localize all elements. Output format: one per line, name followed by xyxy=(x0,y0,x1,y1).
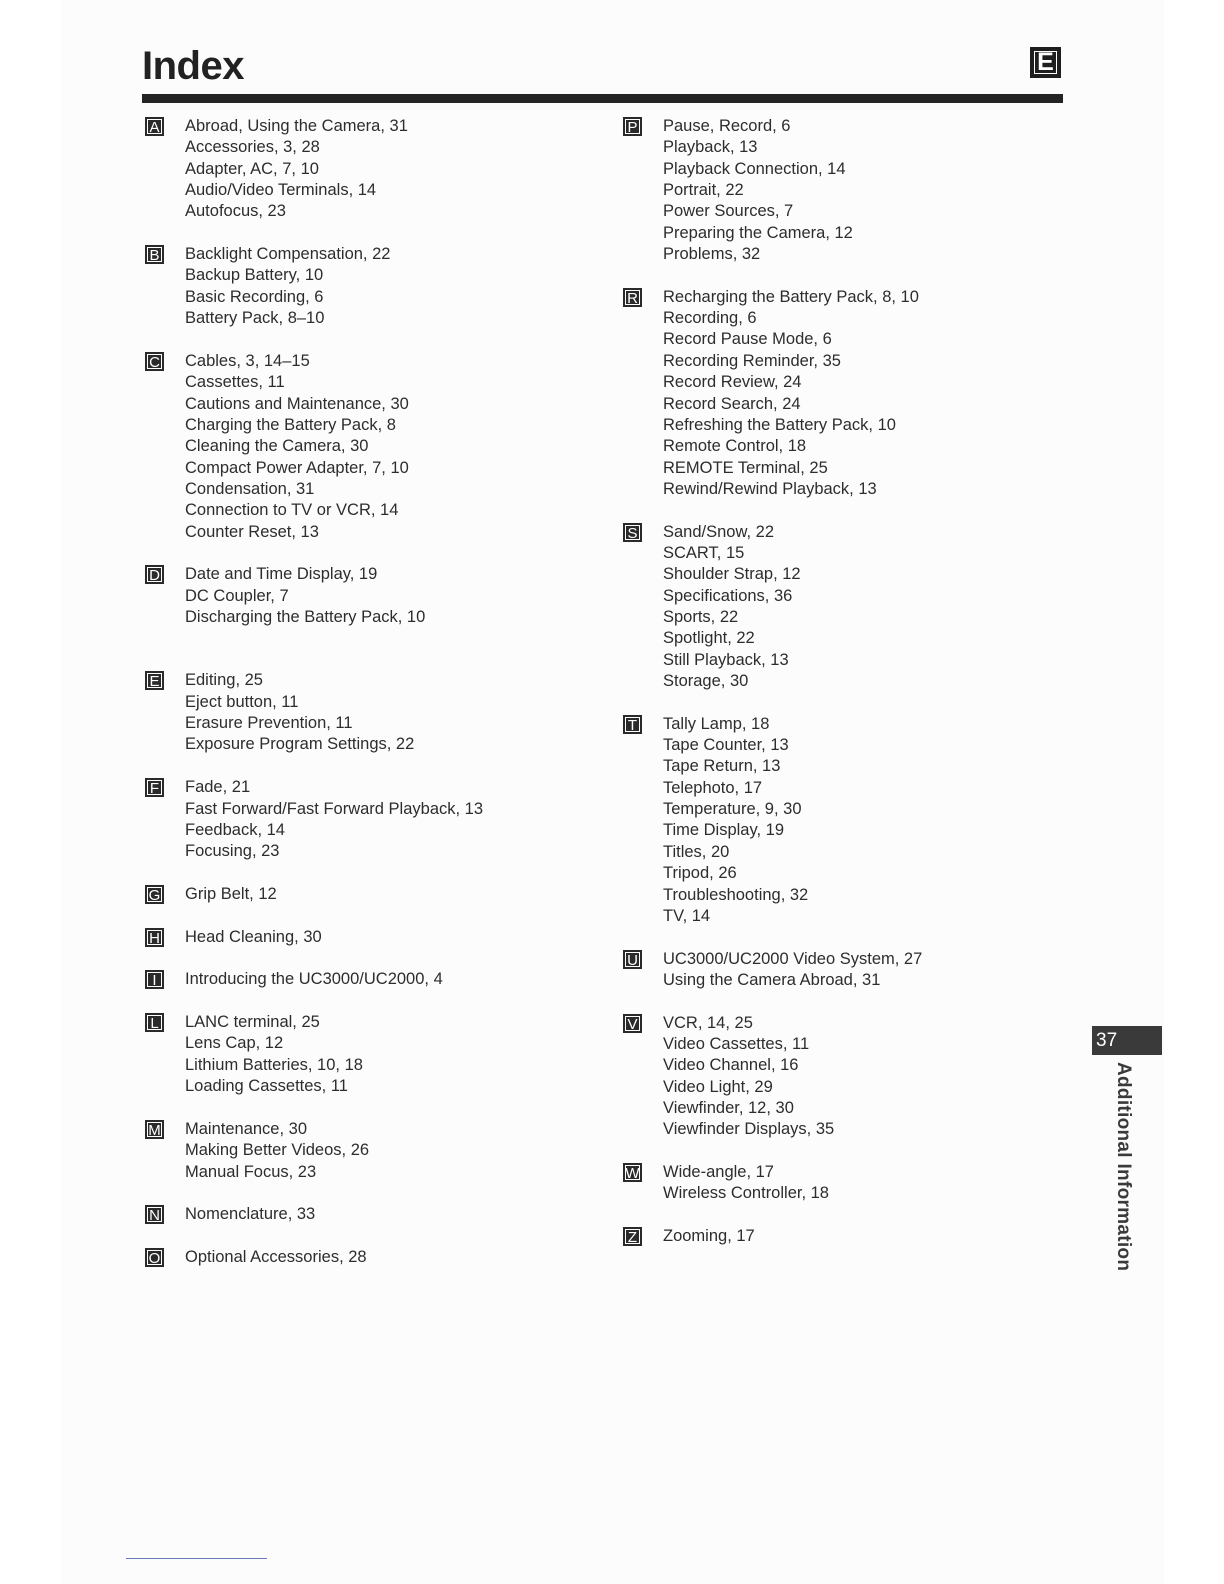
index-entry: SCART, 15 xyxy=(663,543,745,562)
index-entry-list xyxy=(663,522,801,693)
index-entry: Manual Focus, 23 xyxy=(185,1162,317,1181)
index-entry-list xyxy=(185,1012,363,1097)
letter-marker: O xyxy=(145,1248,164,1267)
letter-marker: D xyxy=(145,565,164,584)
index-group-i xyxy=(145,969,585,990)
index-column-right xyxy=(623,116,1063,1269)
letter-marker: Z xyxy=(623,1227,642,1246)
letter-marker: L xyxy=(145,1013,164,1032)
index-entry: Nomenclature, 33 xyxy=(185,1205,316,1224)
index-entry-list xyxy=(185,1204,315,1225)
letter-marker: P xyxy=(623,117,642,136)
index-group-h xyxy=(145,927,585,948)
index-entry: Lens Cap, 12 xyxy=(185,1034,284,1053)
index-entry: Zooming, 17 xyxy=(663,1227,755,1246)
index-entry: Tally Lamp, 18 xyxy=(663,714,770,733)
index-entry: Grip Belt, 12 xyxy=(185,884,277,903)
index-entry: Discharging the Battery Pack, 10 xyxy=(185,608,426,627)
index-entry: Erasure Prevention, 11 xyxy=(185,714,353,733)
letter-marker: H xyxy=(145,928,164,947)
index-group-b xyxy=(145,244,585,329)
letter-marker: E xyxy=(145,671,164,690)
index-group-m xyxy=(145,1119,585,1183)
index-entry: Counter Reset, 13 xyxy=(185,522,319,541)
index-entry: Making Better Videos, 26 xyxy=(185,1141,370,1160)
index-entry: Preparing the Camera, 12 xyxy=(663,223,853,242)
page-title: Index xyxy=(142,44,244,88)
index-entry: Tape Counter, 13 xyxy=(663,736,789,755)
index-entry: Backup Battery, 10 xyxy=(185,266,324,285)
index-entry: Time Display, 19 xyxy=(663,821,785,840)
index-entry: Video Cassettes, 11 xyxy=(663,1035,810,1054)
index-entry-list xyxy=(185,244,390,329)
index-entry: Viewfinder, 12, 30 xyxy=(663,1099,794,1118)
index-entry: Telephoto, 17 xyxy=(663,778,763,797)
index-entry-list xyxy=(185,116,408,223)
index-entry: Lithium Batteries, 10, 18 xyxy=(185,1055,363,1074)
index-entry-list xyxy=(663,949,922,992)
index-entry: Abroad, Using the Camera, 31 xyxy=(185,117,408,135)
index-entry: Maintenance, 30 xyxy=(185,1119,308,1138)
index-entry: Cassettes, 11 xyxy=(185,373,285,392)
index-entry: Portrait, 22 xyxy=(663,181,744,200)
letter-marker: U xyxy=(623,950,642,969)
index-entry: Video Channel, 16 xyxy=(663,1056,799,1075)
index-group-p xyxy=(623,116,1063,265)
index-column-left xyxy=(145,116,585,1290)
index-entry-list xyxy=(185,351,409,543)
index-entry-list xyxy=(663,1226,755,1247)
letter-marker: M xyxy=(145,1120,164,1139)
index-entry: Rewind/Rewind Playback, 13 xyxy=(663,479,877,498)
index-group-e xyxy=(145,670,585,755)
header-rule xyxy=(142,94,1063,103)
index-entry-list xyxy=(185,564,425,628)
language-badge: E xyxy=(1030,47,1061,78)
index-entry: Cleaning the Camera, 30 xyxy=(185,437,369,456)
index-entry-list xyxy=(663,287,919,500)
index-entry-list xyxy=(663,714,808,927)
letter-marker: T xyxy=(623,715,642,734)
index-entry-list xyxy=(185,777,483,862)
index-entry: REMOTE Terminal, 25 xyxy=(663,458,828,477)
index-entry-list xyxy=(185,884,277,905)
index-entry: Adapter, AC, 7, 10 xyxy=(185,159,319,178)
index-group-t xyxy=(623,714,1063,927)
index-entry: Battery Pack, 8–10 xyxy=(185,309,325,328)
index-entry-list xyxy=(663,116,853,265)
index-entry: Pause, Record, 6 xyxy=(663,117,791,135)
index-group-v xyxy=(623,1013,1063,1141)
index-entry: Recording, 6 xyxy=(663,309,757,328)
index-group-d xyxy=(145,564,585,628)
index-entry: Sports, 22 xyxy=(663,608,739,626)
index-entry: Wide-angle, 17 xyxy=(663,1163,774,1182)
index-entry: Date and Time Display, 19 xyxy=(185,565,378,584)
index-entry-list xyxy=(185,969,443,990)
letter-marker: S xyxy=(623,523,642,542)
index-entry: Record Search, 24 xyxy=(663,394,801,413)
index-entry: Charging the Battery Pack, 8 xyxy=(185,415,396,434)
index-entry: Remote Control, 18 xyxy=(663,437,807,456)
index-group-f xyxy=(145,777,585,862)
index-entry: Introducing the UC3000/UC2000, 4 xyxy=(185,970,443,989)
index-entry: Tripod, 26 xyxy=(663,864,737,883)
index-entry: Cautions and Maintenance, 30 xyxy=(185,394,409,413)
index-entry-list xyxy=(185,1247,367,1268)
index-entry: Using the Camera Abroad, 31 xyxy=(663,970,881,989)
index-group-l xyxy=(145,1012,585,1097)
index-entry: Tape Return, 13 xyxy=(663,757,781,776)
index-entry: Playback Connection, 14 xyxy=(663,159,846,178)
index-entry: VCR, 14, 25 xyxy=(663,1013,753,1032)
footer-line xyxy=(126,1558,267,1559)
index-entry: Fast Forward/Fast Forward Playback, 13 xyxy=(185,799,484,818)
index-entry: Backlight Compensation, 22 xyxy=(185,245,391,264)
index-entry: Optional Accessories, 28 xyxy=(185,1248,367,1267)
letter-marker: V xyxy=(623,1014,642,1033)
index-entry: Power Sources, 7 xyxy=(663,202,794,221)
index-entry: Cables, 3, 14–15 xyxy=(185,351,310,370)
letter-marker: A xyxy=(145,117,164,136)
index-entry: Refreshing the Battery Pack, 10 xyxy=(663,415,896,434)
index-entry: Eject button, 11 xyxy=(185,692,299,711)
index-entry: Titles, 20 xyxy=(663,842,730,861)
index-group-a xyxy=(145,116,585,223)
letter-marker: N xyxy=(145,1205,164,1224)
index-entry: Sand/Snow, 22 xyxy=(663,522,775,541)
index-entry: Storage, 30 xyxy=(663,672,749,691)
letter-marker: F xyxy=(145,778,164,797)
index-entry: Recording Reminder, 35 xyxy=(663,351,841,370)
letter-marker: R xyxy=(623,288,642,307)
index-entry: Shoulder Strap, 12 xyxy=(663,565,801,584)
index-entry: Viewfinder Displays, 35 xyxy=(663,1120,835,1139)
index-entry-list xyxy=(663,1013,834,1141)
index-entry: Wireless Controller, 18 xyxy=(663,1184,829,1203)
index-group-u xyxy=(623,949,1063,992)
index-entry-list xyxy=(185,927,322,948)
index-group-g xyxy=(145,884,585,905)
index-entry: TV, 14 xyxy=(663,906,711,925)
index-entry: Specifications, 36 xyxy=(663,586,793,605)
index-group-s xyxy=(623,522,1063,693)
index-entry: Exposure Program Settings, 22 xyxy=(185,735,415,754)
index-group-n xyxy=(145,1204,585,1225)
index-entry: Head Cleaning, 30 xyxy=(185,927,322,946)
index-entry: Basic Recording, 6 xyxy=(185,287,324,306)
index-entry: LANC terminal, 25 xyxy=(185,1013,320,1032)
index-entry: UC3000/UC2000 Video System, 27 xyxy=(663,949,923,968)
index-entry: Spotlight, 22 xyxy=(663,629,755,648)
index-group-r xyxy=(623,287,1063,500)
index-entry: Fade, 21 xyxy=(185,778,251,797)
index-entry: DC Coupler, 7 xyxy=(185,586,289,605)
index-entry: Recharging the Battery Pack, 8, 10 xyxy=(663,287,919,306)
index-entry: Feedback, 14 xyxy=(185,820,285,839)
section-label: Additional Information xyxy=(1113,1062,1134,1272)
index-group-o xyxy=(145,1247,585,1268)
index-entry: Audio/Video Terminals, 14 xyxy=(185,181,377,200)
letter-marker: W xyxy=(623,1163,642,1182)
index-entry: Autofocus, 23 xyxy=(185,202,286,221)
index-entry: Record Pause Mode, 6 xyxy=(663,330,832,349)
index-group-z xyxy=(623,1226,1063,1247)
index-entry: Compact Power Adapter, 7, 10 xyxy=(185,458,409,477)
index-entry: Problems, 32 xyxy=(663,245,761,264)
index-entry: Connection to TV or VCR, 14 xyxy=(185,501,399,520)
letter-marker: C xyxy=(145,352,164,371)
page-number-tab: 37 xyxy=(1092,1026,1162,1055)
index-entry: Video Light, 29 xyxy=(663,1077,773,1096)
index-entry-list xyxy=(185,670,414,755)
index-entry: Focusing, 23 xyxy=(185,842,280,861)
index-group-c xyxy=(145,351,585,543)
index-entry: Loading Cassettes, 11 xyxy=(185,1077,348,1096)
letter-marker: I xyxy=(145,970,164,989)
index-entry: Record Review, 24 xyxy=(663,373,802,392)
index-entry: Playback, 13 xyxy=(663,138,758,157)
index-entry: Still Playback, 13 xyxy=(663,650,789,669)
index-group-w xyxy=(623,1162,1063,1205)
index-entry: Condensation, 31 xyxy=(185,479,315,498)
index-entry: Temperature, 9, 30 xyxy=(663,800,802,819)
index-entry: Editing, 25 xyxy=(185,671,263,690)
index-entry-list xyxy=(663,1162,829,1205)
index-entry: Accessories, 3, 28 xyxy=(185,138,320,157)
index-entry: Troubleshooting, 32 xyxy=(663,885,809,904)
index-entry-list xyxy=(185,1119,369,1183)
letter-marker: B xyxy=(145,245,164,264)
letter-marker: G xyxy=(145,885,164,904)
